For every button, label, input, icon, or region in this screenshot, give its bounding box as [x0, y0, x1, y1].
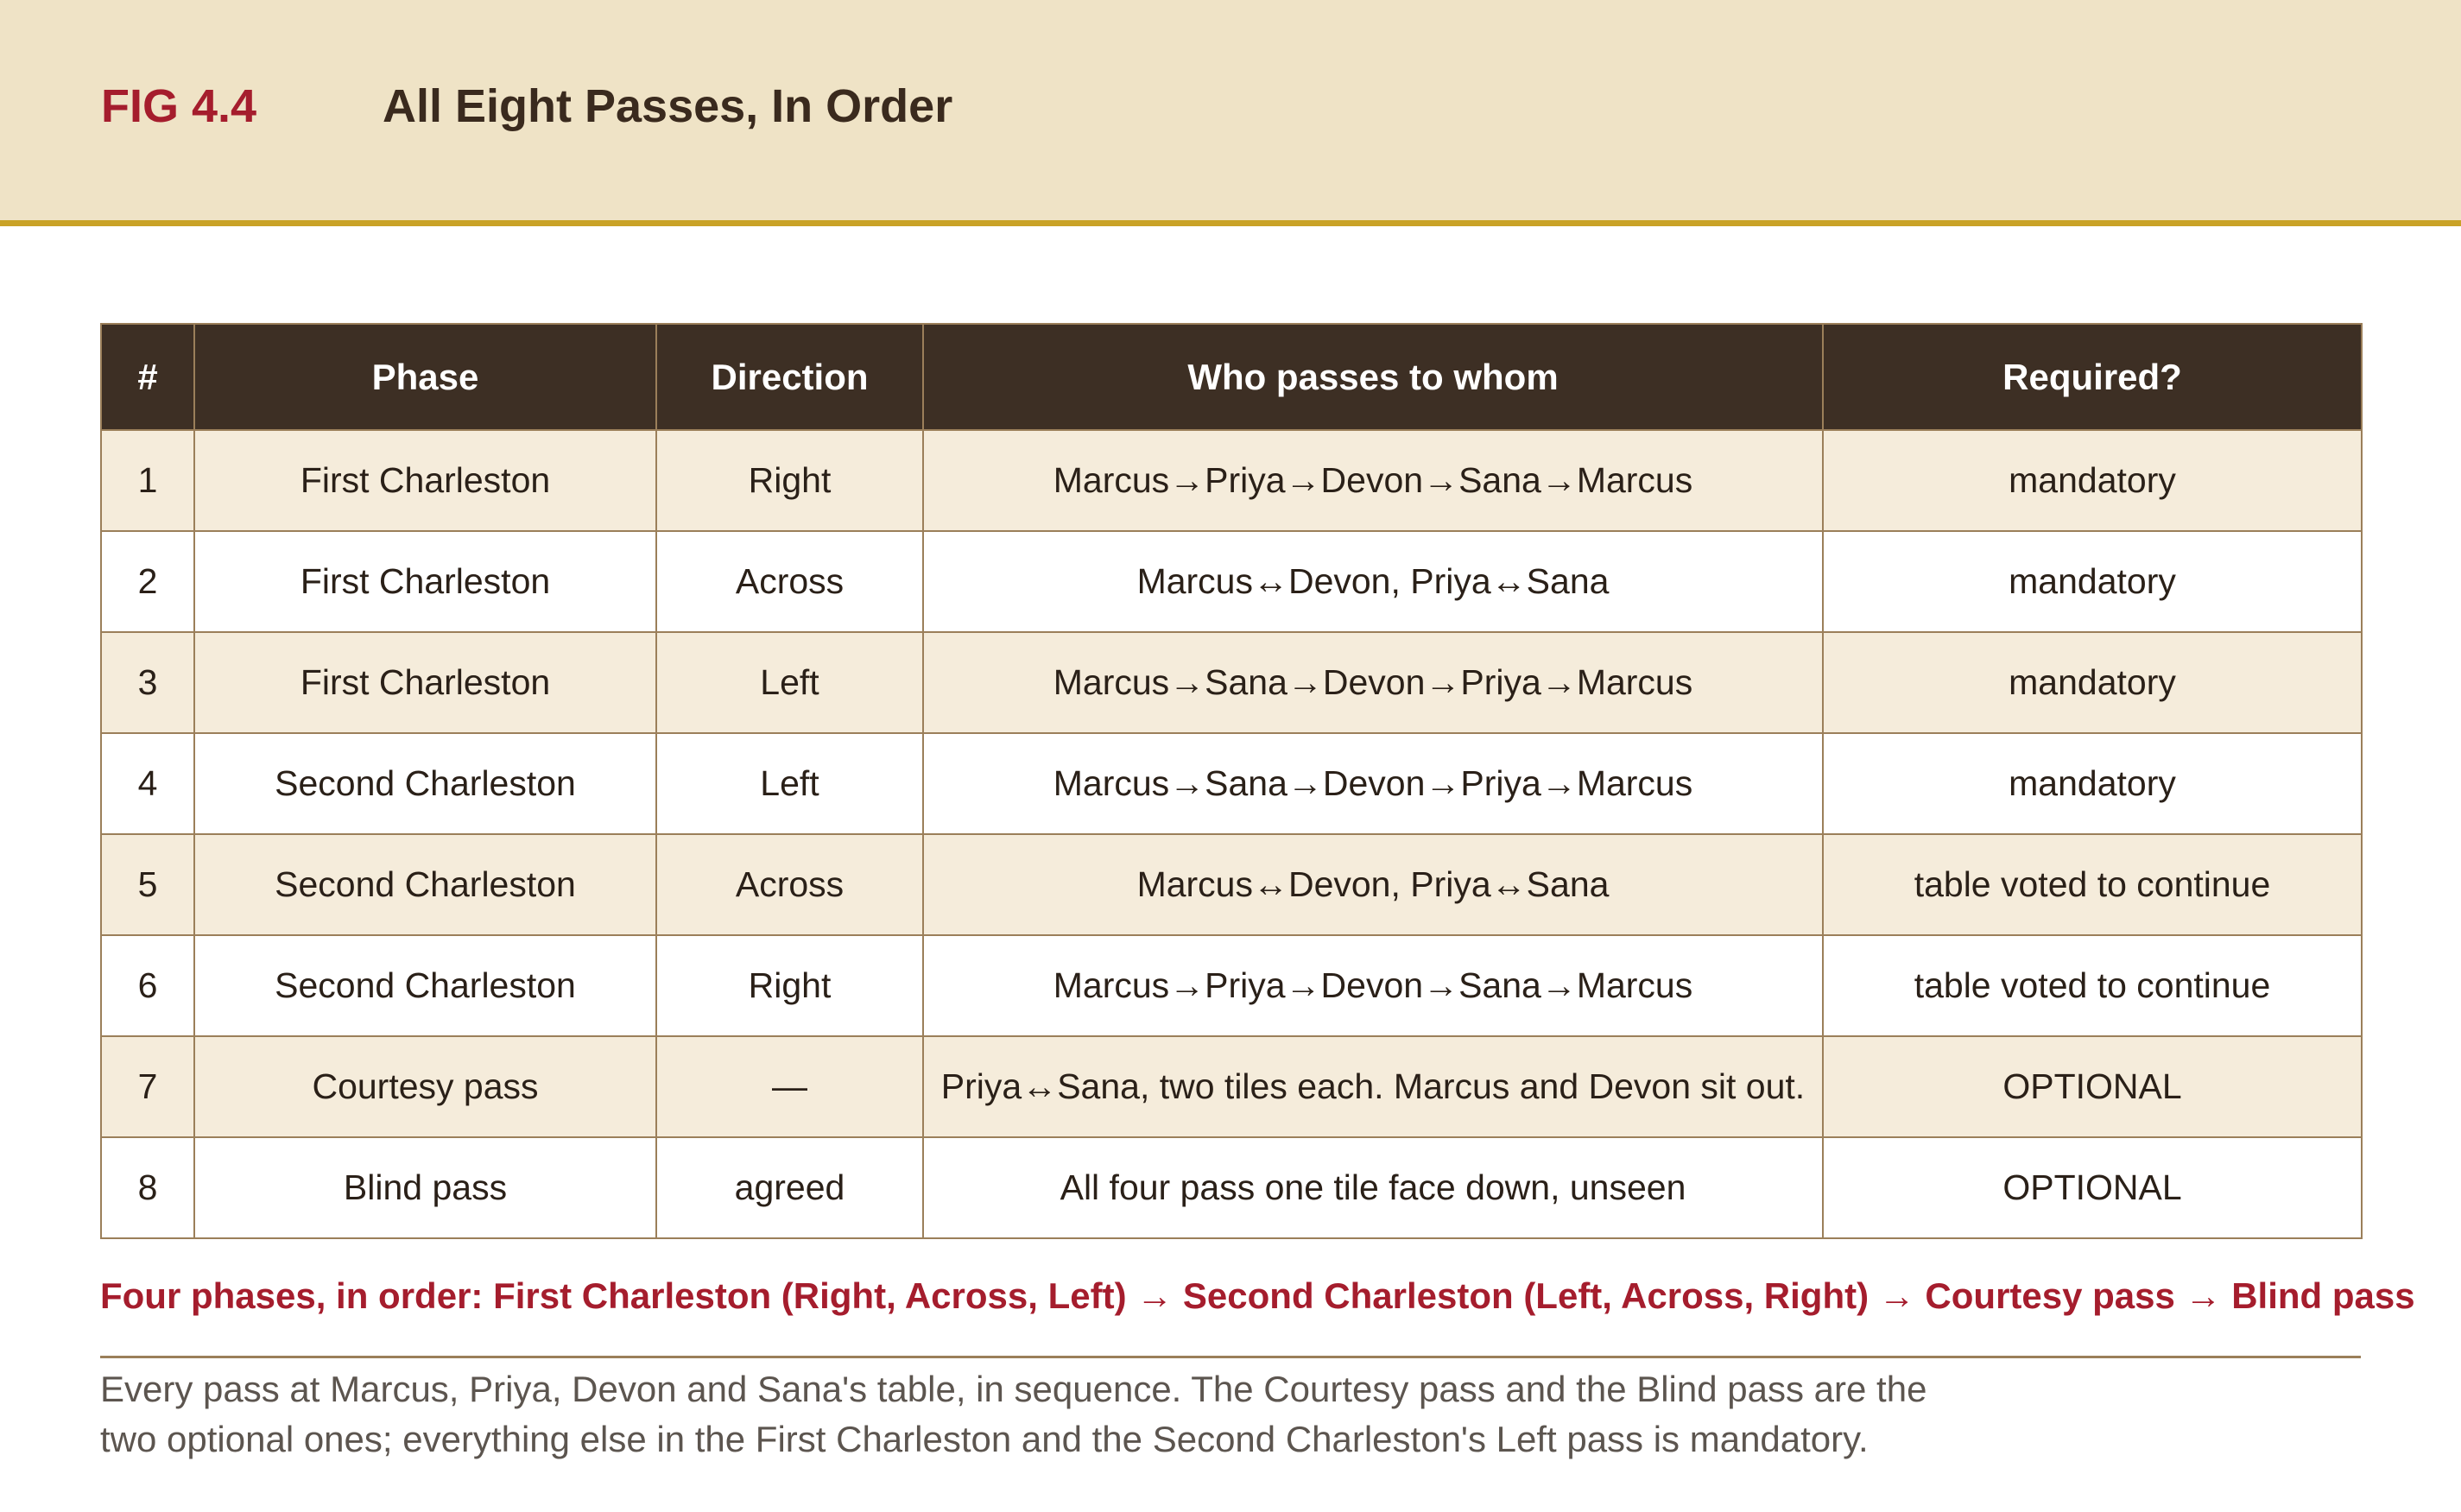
cell-number: 3	[101, 632, 194, 733]
phase-order-summary: Four phases, in order: First Charleston (Right, Across, Left) → Second Charleston (Left, Across, Right) → Courtesy pass → Blind pass	[100, 1275, 2415, 1316]
caption-line: Every pass at Marcus, Priya, Devon and Sana's table, in sequence. The Courtesy pass and the Blind pass are the	[100, 1369, 1927, 1409]
table-header-row	[101, 324, 2362, 430]
table-row	[101, 531, 2362, 632]
cell-number: 7	[101, 1036, 194, 1137]
column-header-required: Required?	[1823, 324, 2362, 430]
cell-required: table voted to continue	[1823, 834, 2362, 935]
cell-required: mandatory	[1823, 531, 2362, 632]
cell-number: 5	[101, 834, 194, 935]
table-row	[101, 834, 2362, 935]
cell-phase: Second Charleston	[194, 733, 656, 834]
cell-who-passes: Priya↔Sana, two tiles each. Marcus and Devon sit out.	[923, 1036, 1823, 1137]
cell-direction: Right	[656, 935, 923, 1036]
cell-number: 1	[101, 430, 194, 531]
table-row	[101, 430, 2362, 531]
cell-who-passes: All four pass one tile face down, unseen	[923, 1137, 1823, 1238]
cell-required: mandatory	[1823, 632, 2362, 733]
table-row	[101, 632, 2362, 733]
cell-required: OPTIONAL	[1823, 1137, 2362, 1238]
cell-direction: Left	[656, 733, 923, 834]
cell-phase: First Charleston	[194, 430, 656, 531]
cell-who-passes: Marcus→Sana→Devon→Priya→Marcus	[923, 632, 1823, 733]
figure-header	[0, 0, 2461, 226]
cell-required: mandatory	[1823, 430, 2362, 531]
column-header-phase: Phase	[194, 324, 656, 430]
table-row	[101, 733, 2362, 834]
table-row	[101, 935, 2362, 1036]
cell-who-passes: Marcus↔Devon, Priya↔Sana	[923, 834, 1823, 935]
cell-phase: First Charleston	[194, 531, 656, 632]
cell-number: 8	[101, 1137, 194, 1238]
column-header-direction: Direction	[656, 324, 923, 430]
figure-title: All Eight Passes, In Order	[383, 80, 953, 132]
cell-number: 4	[101, 733, 194, 834]
cell-phase: Courtesy pass	[194, 1036, 656, 1137]
cell-phase: Second Charleston	[194, 935, 656, 1036]
cell-direction: Across	[656, 531, 923, 632]
column-header-who-passes: Who passes to whom	[923, 324, 1823, 430]
caption-divider	[100, 1356, 2361, 1358]
passes-table	[100, 323, 2363, 1239]
cell-who-passes: Marcus→Priya→Devon→Sana→Marcus	[923, 430, 1823, 531]
column-header-number: #	[101, 324, 194, 430]
cell-direction: Right	[656, 430, 923, 531]
table-row	[101, 1036, 2362, 1137]
cell-who-passes: Marcus→Priya→Devon→Sana→Marcus	[923, 935, 1823, 1036]
table-row	[101, 1137, 2362, 1238]
cell-who-passes: Marcus↔Devon, Priya↔Sana	[923, 531, 1823, 632]
cell-phase: Second Charleston	[194, 834, 656, 935]
figure-label: FIG 4.4	[101, 80, 257, 132]
caption-line: two optional ones; everything else in the First Charleston and the Second Charleston's Left pass is mandatory.	[100, 1419, 1869, 1459]
cell-direction: Left	[656, 632, 923, 733]
cell-required: table voted to continue	[1823, 935, 2362, 1036]
cell-required: OPTIONAL	[1823, 1036, 2362, 1137]
cell-required: mandatory	[1823, 733, 2362, 834]
cell-number: 2	[101, 531, 194, 632]
cell-direction: Across	[656, 834, 923, 935]
cell-direction: —	[656, 1036, 923, 1137]
cell-phase: First Charleston	[194, 632, 656, 733]
cell-number: 6	[101, 935, 194, 1036]
cell-who-passes: Marcus→Sana→Devon→Priya→Marcus	[923, 733, 1823, 834]
figure-caption	[100, 1364, 2173, 1465]
cell-direction: agreed	[656, 1137, 923, 1238]
cell-phase: Blind pass	[194, 1137, 656, 1238]
